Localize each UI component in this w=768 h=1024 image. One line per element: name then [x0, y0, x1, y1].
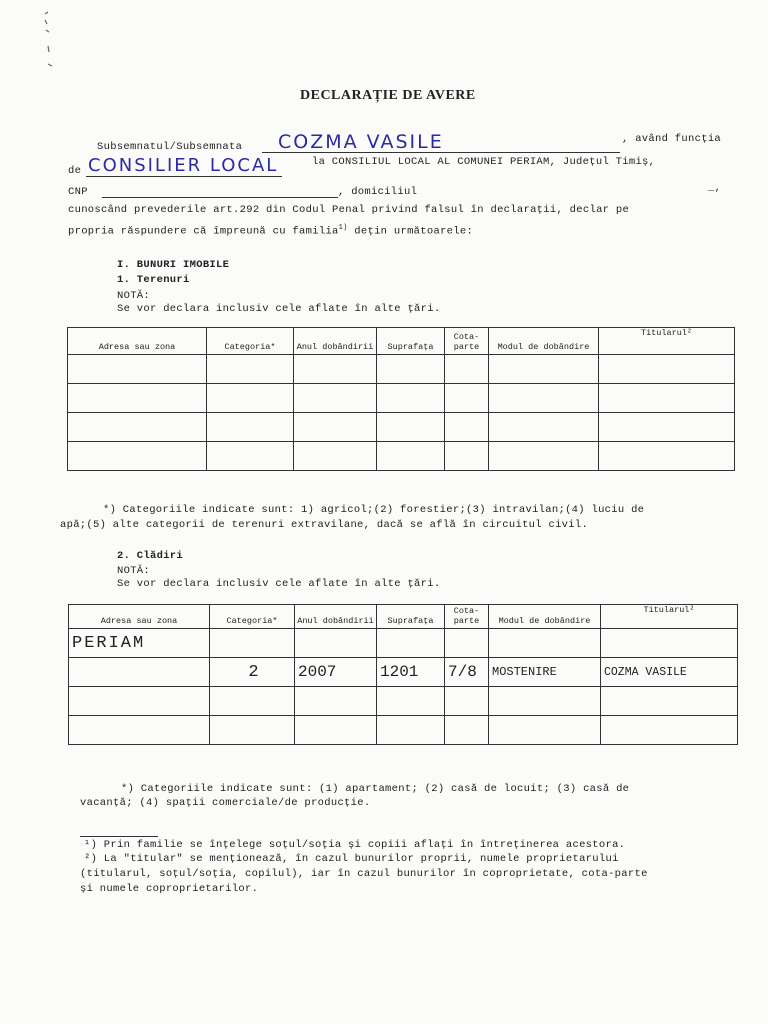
- land-header-share: Cota-parte: [445, 328, 489, 355]
- land-cell: [377, 384, 445, 413]
- bld-cell-mode: MOSTENIRE: [489, 658, 601, 687]
- land-cell: [599, 355, 735, 384]
- subsection-buildings: 2. Clădiri: [117, 550, 184, 562]
- footnote-1: ¹) Prin familie se înțelege soțul/soția și copiii aflați în întreținerea acestora.: [84, 839, 626, 851]
- note-label-2: NOTĂ:: [117, 565, 151, 577]
- bld-header-category: Categoria*: [210, 605, 295, 629]
- declaration-para-2b: dețin următoarele:: [347, 225, 474, 238]
- bld-cell: [377, 687, 445, 716]
- footnote-4: și numele coproprietarilor.: [80, 883, 259, 895]
- bld-cell-address: PERIAM: [69, 629, 210, 658]
- bld-cell: [489, 716, 601, 745]
- table-row: [69, 716, 738, 745]
- land-header-area: Suprafața: [377, 328, 445, 355]
- land-cell: [207, 355, 294, 384]
- bld-cell: [295, 716, 377, 745]
- table-row: [69, 658, 738, 687]
- name-label: Subsemnatul/Subsemnata: [97, 141, 243, 153]
- bld-cell: [295, 687, 377, 716]
- footnote-ref-1: 1): [338, 224, 348, 232]
- bld-cell-area: 1201: [377, 658, 445, 687]
- land-cell: [207, 384, 294, 413]
- bld-cell: [295, 629, 377, 658]
- land-cell: [68, 384, 207, 413]
- note-text-1: Se vor declara inclusiv cele aflate în alte țări.: [117, 303, 441, 315]
- bld-cell: [210, 687, 295, 716]
- land-cell: [294, 355, 377, 384]
- bld-cell: [210, 716, 295, 745]
- land-cell: [377, 355, 445, 384]
- bld-cell: [69, 716, 210, 745]
- land-cell: [207, 413, 294, 442]
- declaration-para-2a: propria răspundere că împreună cu familia: [68, 225, 339, 238]
- bld-header-year: Anul dobândirii: [295, 605, 377, 629]
- land-cell: [489, 442, 599, 471]
- bld-header-share: Cota-parte: [445, 605, 489, 629]
- note-label-1: NOTĂ:: [117, 290, 151, 302]
- de-label: de: [68, 165, 82, 177]
- land-category-note-1: *) Categoriile indicate sunt: 1) agricol;(2) forestier;(3) intravilan;(4) luciu de: [103, 504, 645, 516]
- land-cell: [445, 355, 489, 384]
- land-header-owner: Titularul²: [599, 328, 735, 355]
- land-header-address: Adresa sau zona: [68, 328, 207, 355]
- scan-marks: [40, 6, 60, 76]
- land-cell: [68, 355, 207, 384]
- declaration-para-2: [68, 224, 473, 238]
- land-cell: [377, 413, 445, 442]
- bld-cell: [489, 629, 601, 658]
- bld-cell: [69, 658, 210, 687]
- page-title: DECLARAȚIE DE AVERE: [300, 88, 476, 103]
- function-field-line: [86, 176, 282, 177]
- land-cell: [445, 413, 489, 442]
- cnp-label: CNP: [68, 186, 88, 198]
- bld-cell: [445, 629, 489, 658]
- bld-cell-share: 7/8: [445, 658, 489, 687]
- land-cell: [599, 413, 735, 442]
- bld-cell: [377, 716, 445, 745]
- bld-cell: [445, 716, 489, 745]
- function-handwritten: CONSILIER LOCAL: [88, 155, 279, 176]
- land-cell: [599, 442, 735, 471]
- bld-cell: [69, 687, 210, 716]
- land-cell: [489, 384, 599, 413]
- bld-cell: [601, 716, 738, 745]
- land-cell: [294, 384, 377, 413]
- domicile-label: , domiciliul: [338, 186, 418, 198]
- bld-header-owner: Titularul²: [601, 605, 738, 629]
- declaration-para-1: cunoscând prevederile art.292 din Codul Penal privind falsul în declarații, declar pe: [68, 204, 630, 216]
- land-category-note-2: apă;(5) alte categorii de terenuri extravilane, dacă se află în circuitul civil.: [60, 519, 589, 531]
- note-text-2: Se vor declara inclusiv cele aflate în alte țări.: [117, 578, 441, 590]
- land-cell: [489, 355, 599, 384]
- building-category-note-2: vacanță; (4) spații comerciale/de producție.: [80, 797, 371, 809]
- buildings-table: [68, 604, 738, 745]
- bld-cell: [377, 629, 445, 658]
- table-row: [68, 413, 735, 442]
- land-cell: [445, 442, 489, 471]
- land-cell: [445, 384, 489, 413]
- bld-header-mode: Modul de dobândire: [489, 605, 601, 629]
- table-row: [69, 629, 738, 658]
- land-cell: [68, 442, 207, 471]
- table-row: [68, 384, 735, 413]
- function-label: , având funcția: [622, 133, 722, 145]
- bld-cell: [445, 687, 489, 716]
- subsection-land: 1. Terenuri: [117, 274, 190, 286]
- land-cell: [294, 442, 377, 471]
- land-cell: [294, 413, 377, 442]
- land-header-mode: Modul de dobândire: [489, 328, 599, 355]
- table-row: [69, 687, 738, 716]
- name-handwritten: COZMA VASILE: [278, 131, 444, 153]
- footnote-2: ²) La "titular" se menționează, în cazul bunurilor proprii, numele proprietarului: [84, 853, 619, 865]
- footnote-separator: [80, 836, 158, 837]
- bld-cell: [489, 687, 601, 716]
- bld-header-address: Adresa sau zona: [69, 605, 210, 629]
- land-cell: [377, 442, 445, 471]
- land-header-category: Categoria*: [207, 328, 294, 355]
- land-cell: [207, 442, 294, 471]
- bld-cell-year: 2007: [295, 658, 377, 687]
- land-cell: [489, 413, 599, 442]
- bld-cell-category: 2: [210, 658, 295, 687]
- land-cell: [599, 384, 735, 413]
- bld-cell: [210, 629, 295, 658]
- land-table: [67, 327, 735, 471]
- section-heading-immovable: I. BUNURI IMOBILE: [117, 259, 230, 271]
- bld-cell-owner: COZMA VASILE: [601, 658, 738, 687]
- cnp-field-line: [102, 197, 338, 198]
- bld-header-area: Suprafața: [377, 605, 445, 629]
- line-end-mark: _,: [708, 182, 722, 194]
- land-header-year: Anul dobândirii: [294, 328, 377, 355]
- table-row: [68, 355, 735, 384]
- bld-cell: [601, 687, 738, 716]
- table-row: [68, 442, 735, 471]
- building-category-note-1: *) Categoriile indicate sunt: (1) apartament; (2) casă de locuit; (3) casă de: [121, 783, 630, 795]
- bld-cell: [601, 629, 738, 658]
- footnote-3: (titularul, soțul/soția, copilul), iar în cazul bunurilor în coproprietate, cota-parte: [80, 868, 648, 880]
- institution-text: la CONSILIUL LOCAL AL COMUNEI PERIAM, Județul Timiș,: [312, 156, 656, 168]
- land-cell: [68, 413, 207, 442]
